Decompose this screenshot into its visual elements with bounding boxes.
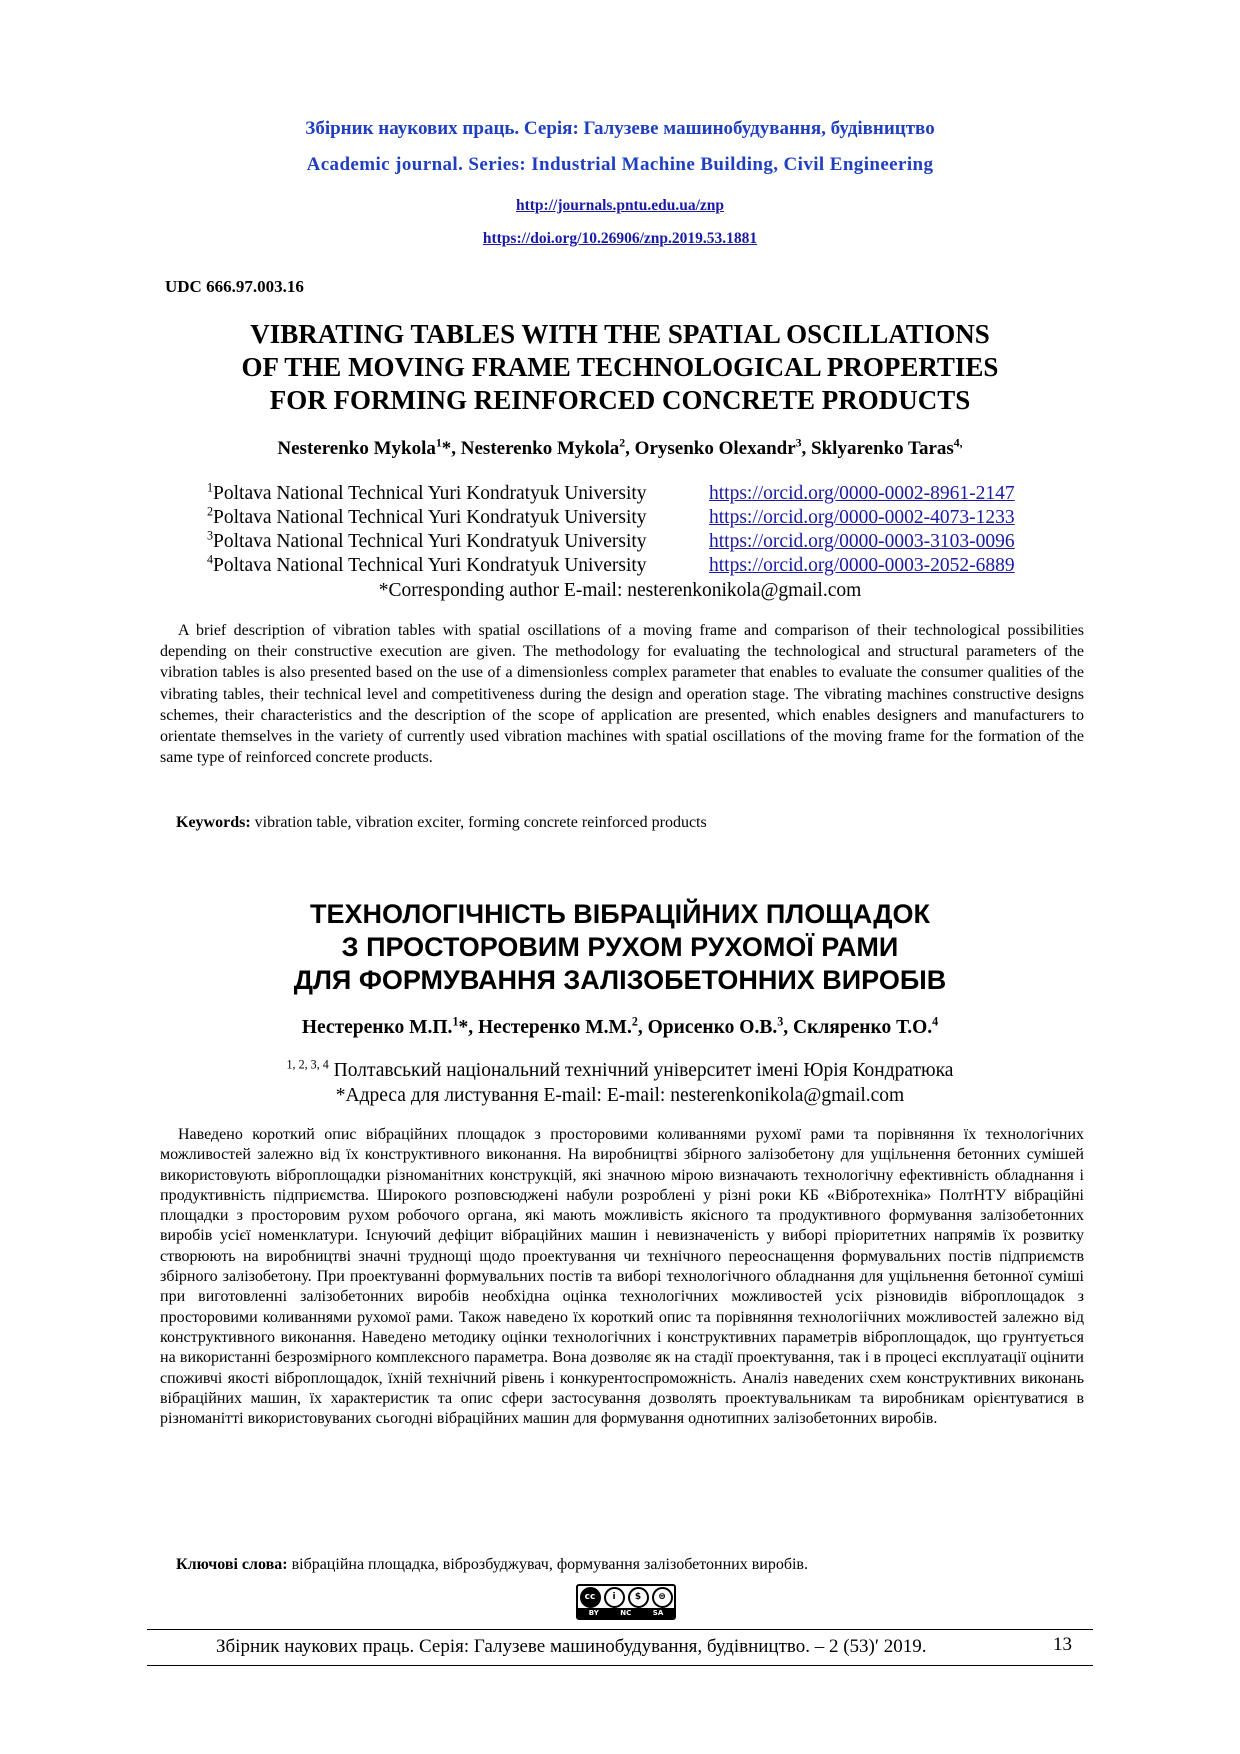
- footer-citation: Збірник наукових праць. Серія: Галузеве машинобудування, будівництво. – 2 (53)′ 2019.: [216, 1636, 927, 1657]
- article-title-en: [0, 318, 1240, 417]
- keywords-label: Ключові слова:: [176, 1556, 288, 1573]
- author-sup: 3: [777, 1014, 784, 1029]
- license-label: SA: [652, 1609, 664, 1617]
- author-name: Орисенко О.В.: [647, 1017, 778, 1038]
- affiliation-university: Poltava National Technical Yuri Kondratyuk University: [213, 483, 647, 504]
- affiliation-university: Poltava National Technical Yuri Kondratyuk University: [213, 531, 647, 552]
- affiliation-num: 2: [207, 504, 214, 519]
- author-mark: *: [458, 1017, 469, 1038]
- affiliation-uk: [0, 1057, 1240, 1082]
- author-sup: 3: [795, 436, 802, 450]
- affiliation-en: [207, 480, 647, 505]
- author-sup: 2: [619, 436, 626, 450]
- keywords-text: vibration table, vibration exciter, forming concrete reinforced products: [254, 814, 707, 831]
- author-sup: 4,: [953, 436, 963, 450]
- keywords-label: Keywords:: [176, 814, 251, 831]
- affiliation-university: Poltava National Technical Yuri Kondratyuk University: [213, 555, 647, 576]
- author-sup: 2: [631, 1014, 638, 1029]
- affiliation-university: Poltava National Technical Yuri Kondratyuk University: [213, 507, 647, 528]
- author-name: Нестеренко М.М.: [477, 1017, 632, 1038]
- orcid-link[interactable]: https://orcid.org/0000-0002-8961-2147: [709, 483, 1015, 504]
- cc-icon: cc: [580, 1587, 601, 1608]
- article-title-uk: [0, 898, 1240, 997]
- orcid-link[interactable]: https://orcid.org/0000-0003-3103-0096: [709, 531, 1015, 552]
- title-uk-line: З ПРОСТОРОВИМ РУХОМ РУХОМОЇ РАМИ: [341, 932, 899, 962]
- affiliation-en: [207, 552, 647, 577]
- authors-en: Nesterenko Mykola$^1$*, Nesterenko Mykola$^2$, Orysenko Olexandr$^3$, Sklyarenko Taras$^{4,}$: [277, 436, 963, 459]
- title-en-line: VIBRATING TABLES WITH THE SPATIAL OSCILLATIONS: [250, 319, 990, 349]
- title-uk-line: ДЛЯ ФОРМУВАННЯ ЗАЛІЗОБЕТОННИХ ВИРОБІВ: [293, 965, 947, 995]
- title-uk-line: ТЕХНОЛОГІЧНІСТЬ ВІБРАЦІЙНИХ ПЛОЩАДОК: [310, 899, 930, 929]
- udc-code: UDC 666.97.003.16: [165, 277, 304, 296]
- noncommercial-icon: $: [628, 1587, 649, 1608]
- page-number: 13: [1053, 1634, 1072, 1655]
- doi-link[interactable]: https://doi.org/10.26906/znp.2019.53.1881: [482, 230, 758, 247]
- orcid-link[interactable]: https://orcid.org/0000-0002-4073-1233: [709, 507, 1015, 528]
- journal-title-uk: Збірник наукових праць. Серія: Галузеве машинобудування, будівництво: [305, 118, 935, 139]
- author-name: Orysenko Olexandr: [634, 438, 796, 459]
- footer-divider-top: [147, 1629, 1093, 1630]
- author-sup: 1: [452, 1014, 459, 1029]
- abstract-en: A brief description of vibration tables with spatial oscillations of a moving frame and comparison of their technological possibilities depending on their constructive execution are given. The methodology for evaluating the technological and structural parameters of the vibration tables is also presented based on the use of a dimensionless complex parameter that enables to evaluate the consumer qualities of the vibrating tables, their technical level and competitiveness during the design and operation stage. The vibrating machines constructive designs schemes, their characteristics and the description of the scope of application are presented, which enables designers and manufacturers to orientate themselves in the variety of currently used vibration machines with spatial oscillations of the moving frame for the formation of the same type of reinforced concrete products.: [160, 622, 1084, 767]
- keywords-text: вібраційна площадка, віброзбуджувач, формування залізобетонних виробів.: [291, 1556, 808, 1573]
- affiliation-num: 3: [207, 528, 214, 543]
- author-name: Нестеренко М.П.: [301, 1017, 453, 1038]
- author-name: Nesterenko Mykola: [460, 438, 620, 459]
- keywords-uk: [176, 1556, 808, 1574]
- orcid-link[interactable]: https://orcid.org/0000-0003-2052-6889: [709, 555, 1015, 576]
- journal-title-en: Academic journal. Series: Industrial Machine Building, Civil Engineering: [306, 154, 934, 175]
- affiliation-num: 4: [207, 552, 214, 567]
- title-en-line: FOR FORMING REINFORCED CONCRETE PRODUCTS: [269, 385, 971, 415]
- cc-license-badge[interactable]: [576, 1584, 676, 1620]
- author-sup: 1: [435, 436, 442, 450]
- author-name: Скляренко Т.О.: [793, 1017, 933, 1038]
- affiliation-en: [207, 528, 647, 553]
- author-sup: 4: [932, 1014, 939, 1029]
- corresponding-author-en: *Corresponding author E-mail: nesterenkonikola@gmail.com: [378, 580, 862, 601]
- keywords-en: [176, 814, 707, 832]
- affiliation-en: [207, 504, 647, 529]
- journal-url-link[interactable]: http://journals.pntu.edu.ua/znp: [515, 197, 725, 214]
- affiliation-num: 1: [207, 480, 214, 495]
- license-label: BY: [588, 1609, 599, 1617]
- abstract-uk: Наведено короткий опис вібраційних площадок з просторовими коливаннями рухомї рами та порівняння їх технологічних можливостей залежно від їх конструктивного виконання. На виробництві збірного залізобетону для ущільнення бетонних сумішей використовують віброплощадки різноманітних конструкцій, які значною мірою визначають технологічну ефективність обладнання і продуктивність підприємства. Широкого розповсюджені набули розроблені у різні роки КБ «Вібротехніка» ПолтНТУ вібраційні площадки з просторовим рухом робочого органа, які мають можливість якісного та продуктивного формування залізобетонних виробів усієї номенклатури. Існуючий дефіцит вібраційних машин і невизначеність у виборі пріоритетних напрямів їх розвитку створюють на виробництві значні труднощі щодо проектування чи технічного переоснащення формувальних постів підприємств збірного залізобетону. При проектуванні формувальних постів та виборі технологічного обладнання для ущільнення бетонної суміші при виготовленні залізобетонних виробів необхідна оцінка технологічних можливостей усіх різновидів віброплощадок з просторовими коливаннями рухомої рами. Також наведено їх короткий опис та порівняння технологіічних можливостей залежно від конструктивного виконання. Наведено методику оцінки технологічних і конструктивних параметрів віброплощадок, що грунтується на використанні безрозмірного комплексного параметра. Вона дозволяє як на стадії проектування, так і в процесі експлуатації оцінити споживчі якості віброплощадок, їхній технічний рівень і конкурентоспроможність. Аналіз наведених схем конструктивних виконань вібраційних машин, їх характеристик та опис сфери застосування дозволять проектувальникам та виробникам орієнтуватися в різноманітті використовуваних сьогодні вібраційних машин для формування однотипних залізобетонних виробів.: [160, 1126, 1084, 1428]
- corresponding-author-uk: *Адреса для листування E-mail: E-mail: nesterenkonikola@gmail.com: [335, 1085, 905, 1106]
- title-en-line: OF THE MOVING FRAME TECHNOLOGICAL PROPERTIES: [241, 352, 999, 382]
- author-name: Nesterenko Mykola: [277, 438, 436, 459]
- sharealike-icon: ⊜: [652, 1587, 673, 1608]
- attribution-icon: i: [604, 1587, 625, 1608]
- license-label: NC: [620, 1609, 632, 1617]
- affiliation-university: Полтавський національний технічний університет імені Юрія Кондратюка: [333, 1060, 954, 1081]
- author-name: Sklyarenko Taras: [811, 438, 954, 459]
- footer-divider-bottom: [147, 1665, 1093, 1666]
- affiliation-nums: 1, 2, 3, 4: [286, 1057, 329, 1072]
- author-mark: *: [441, 438, 452, 459]
- authors-uk: Нестеренко М.П.$^1$*, Нестеренко М.М.$^2$, Орисенко О.В.$^3$, Скляренко Т.О.$^4$: [301, 1014, 939, 1038]
